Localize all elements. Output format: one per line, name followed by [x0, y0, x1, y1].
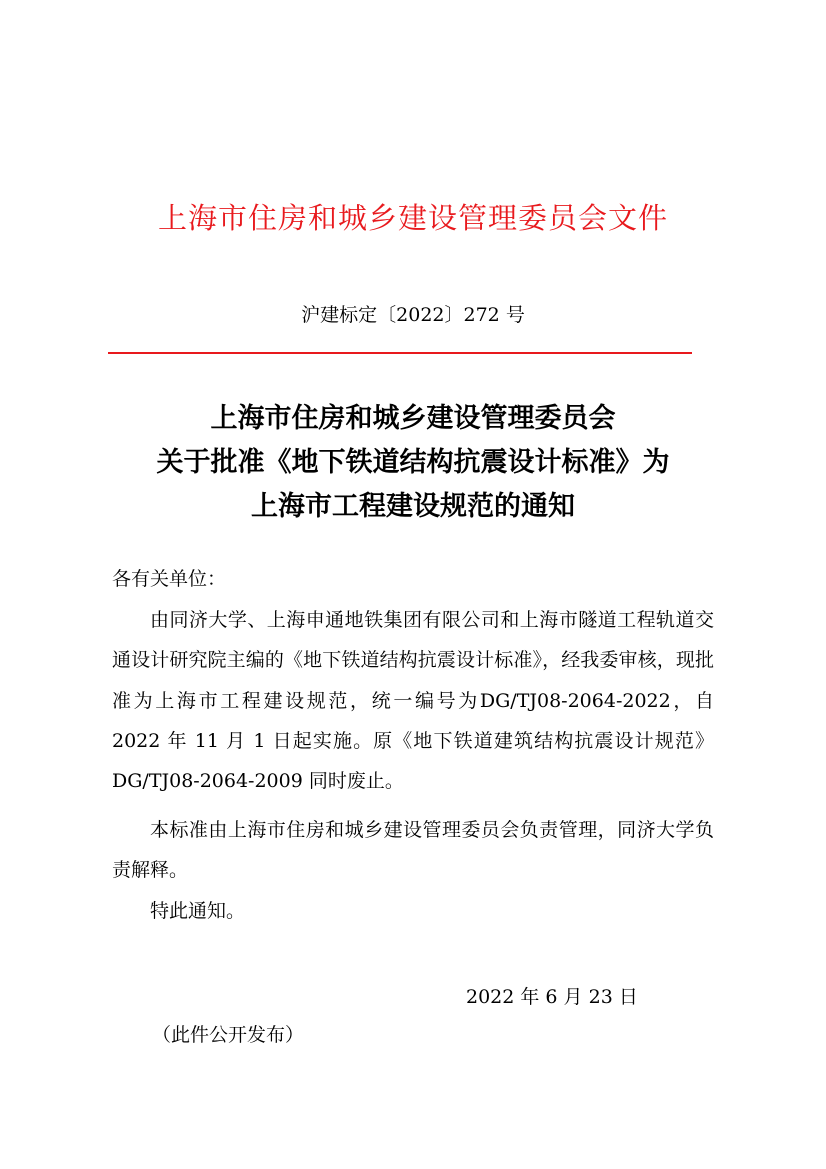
red-divider-line [108, 352, 692, 354]
public-release-note: （此件公开发布） [152, 1024, 305, 1046]
notice-title-line-1: 上海市住房和城乡建设管理委员会 [210, 403, 616, 434]
document-number: 沪建标定〔2022〕272 号 [301, 304, 525, 326]
body-paragraph-closing: 特此通知。 [150, 900, 246, 922]
issuing-organization-header: 上海市住房和城乡建设管理委员会文件 [157, 201, 668, 235]
issue-date: 2022 年 6 月 23 日 [466, 986, 638, 1008]
notice-title-line-2: 关于批准《地下铁道结构抗震设计标准》为 [156, 447, 670, 478]
body-paragraph-responsibility: 本标准由上海市住房和城乡建设管理委员会负责管理，同济大学负责解释。 [112, 819, 714, 882]
salutation: 各有关单位： [112, 568, 227, 590]
body-paragraph-approval: 由同济大学、上海申通地铁集团有限公司和上海市隧道工程轨道交通设计研究院主编的《地下铁道结构抗震设计标准》，经我委审核，现批准为上海市工程建设规范，统一编号为DG/TJ08-2064-2022，自 2022 年 11 月 1 日起实施。原《地下铁道建筑结构抗震设计规范》DG/TJ08-2064-2009 同时废止。 [112, 609, 714, 793]
notice-title-line-3: 上海市工程建设规范的通知 [251, 491, 575, 522]
